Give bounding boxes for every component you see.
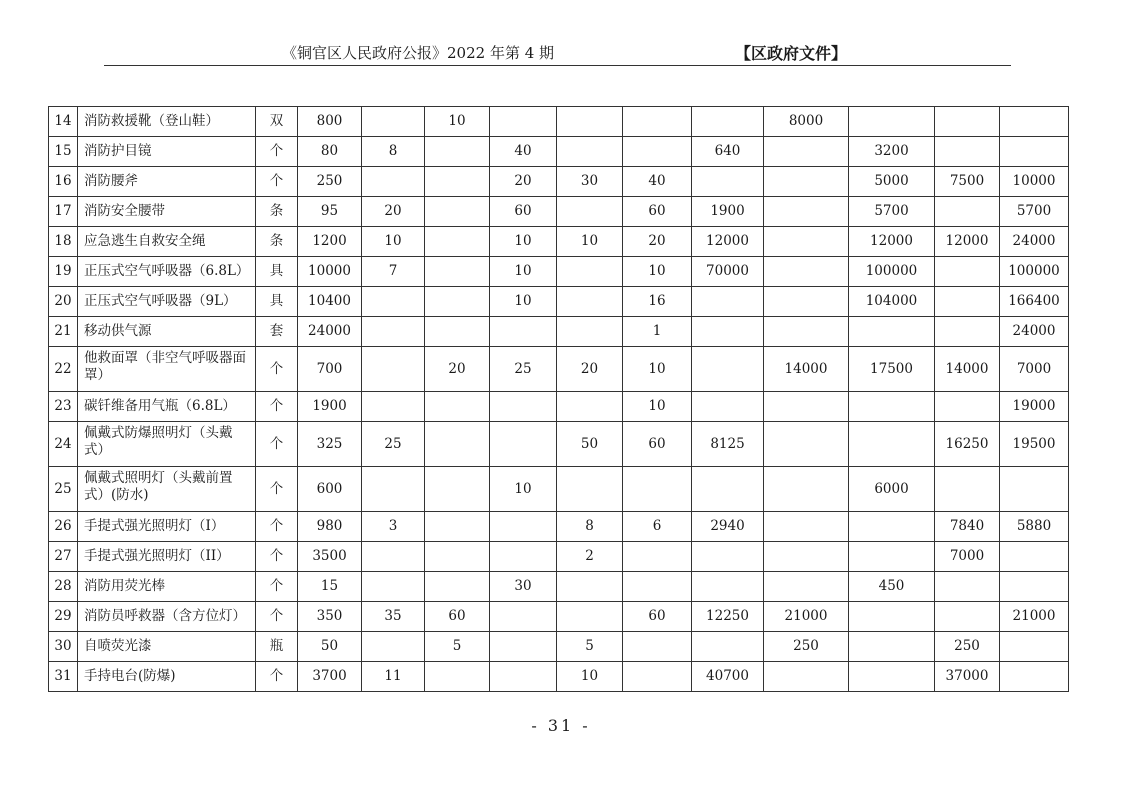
- value-cell: [935, 317, 1000, 347]
- value-cell: [557, 107, 623, 137]
- value-cell: [764, 512, 849, 542]
- item-name-cell: 碳钎维备用气瓶（6.8L）: [78, 392, 256, 422]
- table-row: [49, 197, 1069, 227]
- value-cell: [490, 392, 557, 422]
- value-cell: [425, 227, 490, 257]
- value-cell: 24000: [298, 317, 362, 347]
- row-number-cell: 15: [49, 137, 78, 167]
- value-cell: [935, 392, 1000, 422]
- row-number-cell: 23: [49, 392, 78, 422]
- value-cell: [692, 107, 764, 137]
- row-number-cell: 14: [49, 107, 78, 137]
- value-cell: [490, 317, 557, 347]
- value-cell: 10: [490, 227, 557, 257]
- value-cell: 20: [362, 197, 425, 227]
- item-name-cell: 消防员呼救器（含方位灯）: [78, 602, 256, 632]
- value-cell: 14000: [935, 347, 1000, 392]
- value-cell: [764, 572, 849, 602]
- value-cell: 800: [298, 107, 362, 137]
- value-cell: 35: [362, 602, 425, 632]
- value-cell: 37000: [935, 662, 1000, 692]
- row-number-cell: 26: [49, 512, 78, 542]
- item-name-cell: 消防用荧光棒: [78, 572, 256, 602]
- value-cell: 5700: [849, 197, 935, 227]
- value-cell: 30: [490, 572, 557, 602]
- unit-cell: 双: [256, 107, 298, 137]
- item-name-cell: 手持电台(防爆): [78, 662, 256, 692]
- value-cell: 250: [298, 167, 362, 197]
- value-cell: [692, 572, 764, 602]
- value-cell: 40: [623, 167, 692, 197]
- value-cell: [362, 572, 425, 602]
- item-name-cell: 佩戴式防爆照明灯（头戴式）: [78, 422, 256, 467]
- value-cell: [425, 317, 490, 347]
- item-name-cell: 佩戴式照明灯（头戴前置式）(防水): [78, 467, 256, 512]
- value-cell: 7840: [935, 512, 1000, 542]
- value-cell: 3200: [849, 137, 935, 167]
- value-cell: [557, 197, 623, 227]
- value-cell: [425, 662, 490, 692]
- value-cell: 15: [298, 572, 362, 602]
- value-cell: [849, 542, 935, 572]
- table-row: [49, 137, 1069, 167]
- value-cell: [362, 632, 425, 662]
- value-cell: [692, 347, 764, 392]
- value-cell: 600: [298, 467, 362, 512]
- value-cell: [764, 317, 849, 347]
- value-cell: [362, 167, 425, 197]
- value-cell: [557, 287, 623, 317]
- value-cell: [623, 572, 692, 602]
- value-cell: [557, 257, 623, 287]
- table-row: [49, 392, 1069, 422]
- table-row: [49, 542, 1069, 572]
- value-cell: 10: [557, 662, 623, 692]
- value-cell: 12250: [692, 602, 764, 632]
- item-name-cell: 消防护目镜: [78, 137, 256, 167]
- value-cell: 6000: [849, 467, 935, 512]
- value-cell: 30: [557, 167, 623, 197]
- value-cell: [764, 392, 849, 422]
- value-cell: 5: [425, 632, 490, 662]
- value-cell: [849, 602, 935, 632]
- value-cell: [935, 467, 1000, 512]
- value-cell: 10: [425, 107, 490, 137]
- value-cell: [425, 572, 490, 602]
- value-cell: [935, 287, 1000, 317]
- value-cell: [557, 137, 623, 167]
- value-cell: [623, 107, 692, 137]
- value-cell: [557, 467, 623, 512]
- value-cell: [764, 137, 849, 167]
- value-cell: 16250: [935, 422, 1000, 467]
- value-cell: [490, 107, 557, 137]
- item-name-cell: 消防安全腰带: [78, 197, 256, 227]
- value-cell: 3700: [298, 662, 362, 692]
- item-name-cell: 正压式空气呼吸器（9L）: [78, 287, 256, 317]
- value-cell: [692, 632, 764, 662]
- value-cell: [849, 317, 935, 347]
- value-cell: 17500: [849, 347, 935, 392]
- equipment-table: [48, 106, 1069, 692]
- item-name-cell: 应急逃生自救安全绳: [78, 227, 256, 257]
- value-cell: [425, 137, 490, 167]
- value-cell: [764, 467, 849, 512]
- value-cell: 640: [692, 137, 764, 167]
- value-cell: 104000: [849, 287, 935, 317]
- unit-cell: 个: [256, 392, 298, 422]
- value-cell: [425, 287, 490, 317]
- value-cell: 24000: [1000, 317, 1069, 347]
- value-cell: [425, 392, 490, 422]
- value-cell: 14000: [764, 347, 849, 392]
- value-cell: 10: [623, 392, 692, 422]
- value-cell: [692, 287, 764, 317]
- unit-cell: 个: [256, 542, 298, 572]
- bulletin-title: 《铜官区人民政府公报》2022 年第 4 期: [282, 44, 555, 62]
- value-cell: [425, 167, 490, 197]
- value-cell: 7000: [935, 542, 1000, 572]
- value-cell: 50: [298, 632, 362, 662]
- value-cell: [764, 662, 849, 692]
- value-cell: [1000, 542, 1069, 572]
- value-cell: [692, 317, 764, 347]
- value-cell: [623, 542, 692, 572]
- value-cell: 3500: [298, 542, 362, 572]
- table-row: [49, 422, 1069, 467]
- value-cell: 20: [557, 347, 623, 392]
- value-cell: 12000: [849, 227, 935, 257]
- page-number: - 31 -: [531, 716, 591, 735]
- value-cell: 980: [298, 512, 362, 542]
- value-cell: [362, 467, 425, 512]
- unit-cell: 条: [256, 227, 298, 257]
- table-body: [49, 107, 1069, 692]
- value-cell: [692, 542, 764, 572]
- unit-cell: 瓶: [256, 632, 298, 662]
- value-cell: [362, 542, 425, 572]
- table-row: [49, 632, 1069, 662]
- value-cell: [490, 512, 557, 542]
- value-cell: [1000, 137, 1069, 167]
- table-row: [49, 257, 1069, 287]
- value-cell: [764, 422, 849, 467]
- value-cell: 60: [425, 602, 490, 632]
- row-number-cell: 31: [49, 662, 78, 692]
- value-cell: [1000, 107, 1069, 137]
- value-cell: 19000: [1000, 392, 1069, 422]
- item-name-cell: 手提式强光照明灯（II）: [78, 542, 256, 572]
- value-cell: 10: [362, 227, 425, 257]
- unit-cell: 个: [256, 602, 298, 632]
- unit-cell: 个: [256, 512, 298, 542]
- row-number-cell: 21: [49, 317, 78, 347]
- value-cell: [425, 257, 490, 287]
- value-cell: 8: [362, 137, 425, 167]
- value-cell: 24000: [1000, 227, 1069, 257]
- table-row: [49, 317, 1069, 347]
- item-name-cell: 正压式空气呼吸器（6.8L）: [78, 257, 256, 287]
- value-cell: [935, 197, 1000, 227]
- value-cell: [764, 227, 849, 257]
- value-cell: 50: [557, 422, 623, 467]
- value-cell: 20: [490, 167, 557, 197]
- value-cell: 10400: [298, 287, 362, 317]
- value-cell: [425, 512, 490, 542]
- value-cell: [1000, 572, 1069, 602]
- row-number-cell: 20: [49, 287, 78, 317]
- value-cell: 11: [362, 662, 425, 692]
- value-cell: [425, 467, 490, 512]
- row-number-cell: 27: [49, 542, 78, 572]
- value-cell: [557, 392, 623, 422]
- value-cell: [692, 467, 764, 512]
- value-cell: 20: [425, 347, 490, 392]
- value-cell: 7000: [1000, 347, 1069, 392]
- value-cell: [425, 422, 490, 467]
- value-cell: [849, 422, 935, 467]
- value-cell: [935, 137, 1000, 167]
- value-cell: 80: [298, 137, 362, 167]
- value-cell: 10: [490, 257, 557, 287]
- value-cell: 10: [557, 227, 623, 257]
- section-label: 【区政府文件】: [735, 44, 848, 63]
- value-cell: 8: [557, 512, 623, 542]
- value-cell: 10: [490, 287, 557, 317]
- value-cell: 10: [623, 257, 692, 287]
- value-cell: 10: [623, 347, 692, 392]
- table-row: [49, 512, 1069, 542]
- value-cell: 12000: [935, 227, 1000, 257]
- value-cell: [764, 167, 849, 197]
- table-row: [49, 167, 1069, 197]
- value-cell: 1: [623, 317, 692, 347]
- value-cell: [362, 287, 425, 317]
- value-cell: [764, 257, 849, 287]
- value-cell: 1900: [298, 392, 362, 422]
- row-number-cell: 18: [49, 227, 78, 257]
- value-cell: 10: [490, 467, 557, 512]
- value-cell: 21000: [1000, 602, 1069, 632]
- value-cell: [623, 137, 692, 167]
- row-number-cell: 29: [49, 602, 78, 632]
- value-cell: [623, 467, 692, 512]
- value-cell: 1200: [298, 227, 362, 257]
- value-cell: 2940: [692, 512, 764, 542]
- header-divider: [104, 65, 1011, 66]
- value-cell: [623, 632, 692, 662]
- value-cell: [362, 347, 425, 392]
- item-name-cell: 手提式强光照明灯（I）: [78, 512, 256, 542]
- row-number-cell: 24: [49, 422, 78, 467]
- value-cell: 6: [623, 512, 692, 542]
- value-cell: [557, 602, 623, 632]
- table-row: [49, 227, 1069, 257]
- value-cell: 12000: [692, 227, 764, 257]
- value-cell: [849, 512, 935, 542]
- value-cell: 100000: [849, 257, 935, 287]
- value-cell: [935, 107, 1000, 137]
- value-cell: [935, 257, 1000, 287]
- unit-cell: 条: [256, 197, 298, 227]
- value-cell: [362, 107, 425, 137]
- value-cell: 8000: [764, 107, 849, 137]
- value-cell: [1000, 467, 1069, 512]
- unit-cell: 套: [256, 317, 298, 347]
- value-cell: 7: [362, 257, 425, 287]
- unit-cell: 个: [256, 662, 298, 692]
- value-cell: [692, 167, 764, 197]
- value-cell: [849, 662, 935, 692]
- unit-cell: 个: [256, 422, 298, 467]
- value-cell: [849, 392, 935, 422]
- unit-cell: 个: [256, 467, 298, 512]
- value-cell: 5000: [849, 167, 935, 197]
- item-name-cell: 消防救援靴（登山鞋）: [78, 107, 256, 137]
- value-cell: 100000: [1000, 257, 1069, 287]
- value-cell: [849, 632, 935, 662]
- unit-cell: 具: [256, 257, 298, 287]
- value-cell: [490, 632, 557, 662]
- table-row: [49, 107, 1069, 137]
- value-cell: 60: [623, 602, 692, 632]
- row-number-cell: 30: [49, 632, 78, 662]
- value-cell: 25: [490, 347, 557, 392]
- value-cell: [362, 317, 425, 347]
- row-number-cell: 17: [49, 197, 78, 227]
- unit-cell: 个: [256, 137, 298, 167]
- row-number-cell: 28: [49, 572, 78, 602]
- row-number-cell: 19: [49, 257, 78, 287]
- value-cell: 5: [557, 632, 623, 662]
- value-cell: 5880: [1000, 512, 1069, 542]
- value-cell: [557, 317, 623, 347]
- value-cell: 166400: [1000, 287, 1069, 317]
- item-name-cell: 消防腰斧: [78, 167, 256, 197]
- value-cell: [1000, 662, 1069, 692]
- table-row: [49, 467, 1069, 512]
- value-cell: 10000: [298, 257, 362, 287]
- value-cell: 350: [298, 602, 362, 632]
- value-cell: 25: [362, 422, 425, 467]
- table-row: [49, 287, 1069, 317]
- value-cell: [935, 602, 1000, 632]
- value-cell: [490, 602, 557, 632]
- value-cell: [623, 662, 692, 692]
- value-cell: [692, 392, 764, 422]
- value-cell: [490, 542, 557, 572]
- value-cell: 70000: [692, 257, 764, 287]
- value-cell: 21000: [764, 602, 849, 632]
- value-cell: [764, 287, 849, 317]
- value-cell: 450: [849, 572, 935, 602]
- value-cell: 16: [623, 287, 692, 317]
- row-number-cell: 25: [49, 467, 78, 512]
- unit-cell: 具: [256, 287, 298, 317]
- value-cell: 1900: [692, 197, 764, 227]
- value-cell: 20: [623, 227, 692, 257]
- value-cell: [764, 542, 849, 572]
- value-cell: [764, 197, 849, 227]
- unit-cell: 个: [256, 572, 298, 602]
- value-cell: 40: [490, 137, 557, 167]
- value-cell: 8125: [692, 422, 764, 467]
- value-cell: 60: [490, 197, 557, 227]
- table-row: [49, 572, 1069, 602]
- value-cell: 5700: [1000, 197, 1069, 227]
- value-cell: 250: [764, 632, 849, 662]
- value-cell: [935, 572, 1000, 602]
- value-cell: 10000: [1000, 167, 1069, 197]
- row-number-cell: 22: [49, 347, 78, 392]
- table-row: [49, 662, 1069, 692]
- table-row: [49, 602, 1069, 632]
- unit-cell: 个: [256, 167, 298, 197]
- value-cell: [1000, 632, 1069, 662]
- value-cell: [557, 572, 623, 602]
- value-cell: 40700: [692, 662, 764, 692]
- value-cell: [425, 542, 490, 572]
- value-cell: [490, 422, 557, 467]
- value-cell: [490, 662, 557, 692]
- table-row: [49, 347, 1069, 392]
- value-cell: 3: [362, 512, 425, 542]
- value-cell: [425, 197, 490, 227]
- value-cell: 60: [623, 422, 692, 467]
- row-number-cell: 16: [49, 167, 78, 197]
- value-cell: [849, 107, 935, 137]
- value-cell: 700: [298, 347, 362, 392]
- value-cell: 19500: [1000, 422, 1069, 467]
- unit-cell: 个: [256, 347, 298, 392]
- value-cell: 7500: [935, 167, 1000, 197]
- value-cell: 325: [298, 422, 362, 467]
- item-name-cell: 移动供气源: [78, 317, 256, 347]
- item-name-cell: 自喷荧光漆: [78, 632, 256, 662]
- value-cell: 250: [935, 632, 1000, 662]
- value-cell: [362, 392, 425, 422]
- value-cell: 60: [623, 197, 692, 227]
- value-cell: 95: [298, 197, 362, 227]
- item-name-cell: 他救面罩（非空气呼吸器面罩）: [78, 347, 256, 392]
- value-cell: 2: [557, 542, 623, 572]
